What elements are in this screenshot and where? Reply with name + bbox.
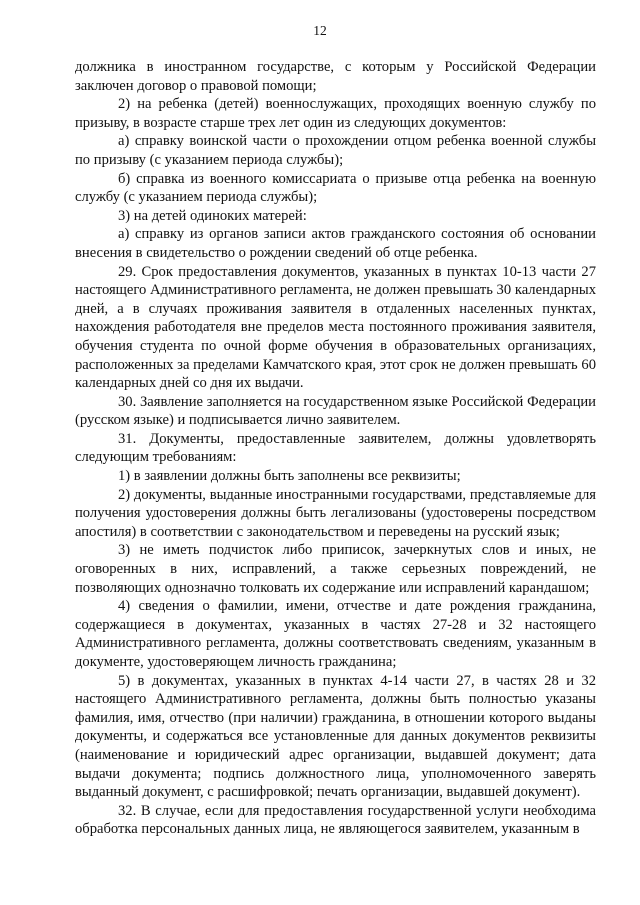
page-number: 12 <box>313 23 327 38</box>
paragraph: 32. В случае, если для предоставления государственной услуги необходима обработка персональных данных лица, не являющегося заявителем, указанным в <box>75 802 596 838</box>
paragraph: а) справку воинской части о прохождении отцом ребенка военной службы по призыву (с указанием периода службы); <box>75 133 596 168</box>
paragraph: 4) сведения о фамилии, имени, отчестве и дате рождения гражданина, содержащиеся в документах, указанных в частях 27-28 и 32 настоящего Административного регламента, должны соответствовать сведениям, указанным в документе, удостоверяющем личность гражданина; <box>75 598 596 670</box>
paragraph: 2) на ребенка (детей) военнослужащих, проходящих военную службу по призыву, в возрасте старше трех лет один из следующих документов: <box>75 96 596 131</box>
paragraph: 3) не иметь подчисток либо приписок, зачеркнутых слов и иных, не оговоренных в них, исправлений, а также серьезных повреждений, не позволяющих однозначно толковать их содержание или исправлений карандашом; <box>75 542 596 596</box>
paragraph: 1) в заявлении должны быть заполнены все реквизиты; <box>118 468 461 485</box>
paragraph: 31. Документы, предоставленные заявителем, должны удовлетворять следующим требованиям: <box>75 430 596 466</box>
paragraph: 2) документы, выданные иностранными государствами, представляемые для получения удостоверения должны быть легализованы (удостоверены посредством апостиля) в соответствии с законодательством и переведены на русский язык; <box>75 486 596 540</box>
document-body <box>75 58 596 839</box>
paragraph: 3) на детей одиноких матерей: <box>118 207 307 224</box>
paragraph: 30. Заявление заполняется на государственном языке Российской Федерации (русском языке) и подписывается лично заявителем. <box>75 393 596 429</box>
paragraph: должника в иностранном государстве, с которым у Российской Федерации заключен договор о правовой помощи; <box>75 59 596 94</box>
paragraph: а) справку из органов записи актов гражданского состояния об основании внесения в свидетельство о рождении сведений об отце ребенка. <box>75 226 596 261</box>
paragraph: 5) в документах, указанных в пунктах 4-14 части 27, в частях 28 и 32 настоящего Административного регламента, должны быть полностью указаны фамилия, имя, отчество (при наличии) гражданина, в отношении которого выданы документы, и содержаться все установленные для данных документов реквизиты (наименование и юридический адрес организации, выдавшей документ; дата выдачи документа; подпись должностного лица, уполномоченного заверять выданный документ, с расшифровкой; печать организации, выдавшей документ). <box>75 672 596 801</box>
paragraph: 29. Срок предоставления документов, указанных в пунктах 10-13 части 27 настоящего Административного регламента, не должен превышать 30 календарных дней, а в случаях проживания заявителя в отдаленных населенных пунктах, нахождения работодателя вне пределов места постоянного проживания заявителя, обучения студента по очной форме обучения в образовательных организациях, расположенных за пределами Камчатского края, этот срок не должен превышать 60 календарных дней со дня их выдачи. <box>75 263 596 392</box>
paragraph: б) справка из военного комиссариата о призыве отца ребенка на военную службу (с указанием периода службы); <box>75 170 596 206</box>
